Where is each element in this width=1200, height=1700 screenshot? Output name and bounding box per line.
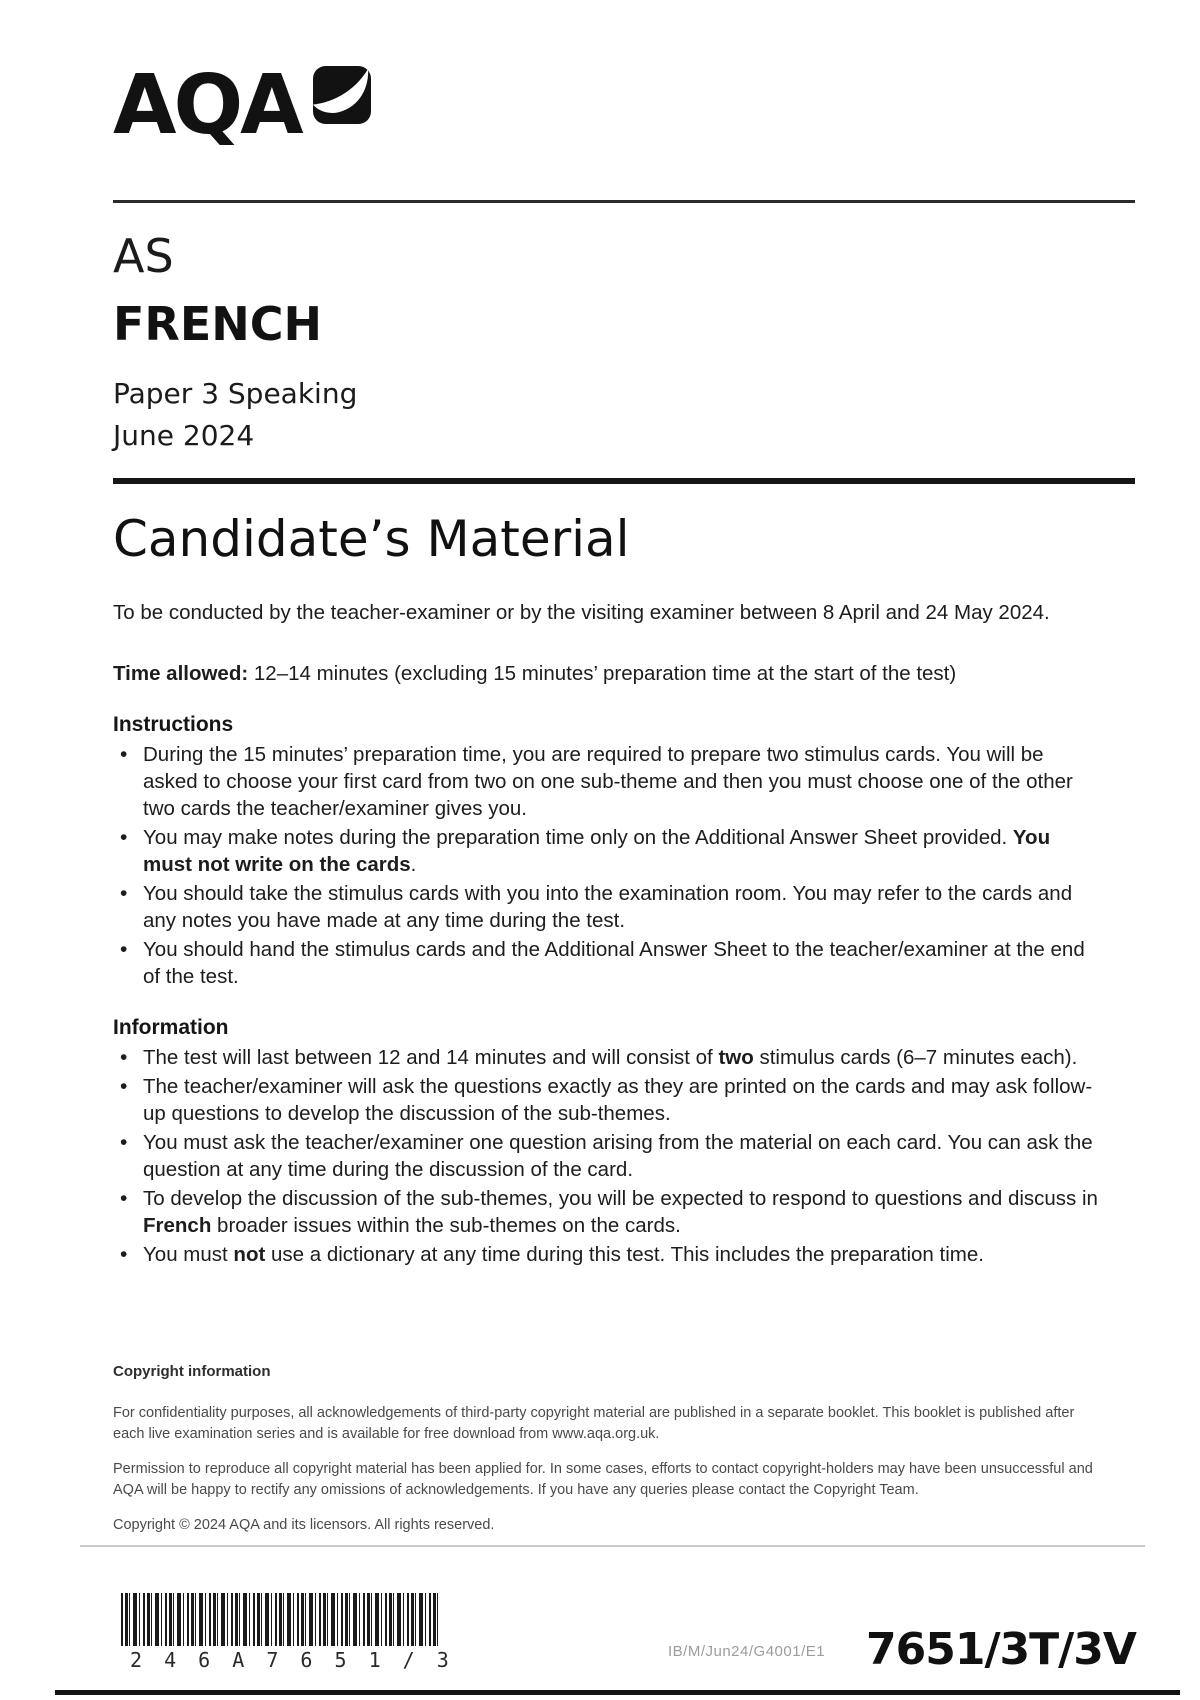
title-divider-rule (113, 478, 1135, 484)
aqa-logo-text: AQA (113, 58, 301, 153)
copyright-paragraph: Copyright © 2024 AQA and its licensors. All rights reserved. (113, 1517, 495, 1533)
instructions-list (113, 741, 1103, 990)
information-item: • You must not use a dictionary at any time during this test. This includes the preparation time. (113, 1241, 1103, 1268)
qualification-level: AS (113, 229, 174, 283)
page-title: Candidate’s Material (113, 510, 630, 569)
barcode-image (121, 1593, 439, 1646)
aqa-logo (113, 58, 1135, 153)
information-item: • The teacher/examiner will ask the questions exactly as they are printed on the cards and may ask follow-up questions to develop the discussion of the sub-themes. (113, 1073, 1103, 1127)
bottom-rule-bar (55, 1690, 1180, 1695)
aqa-leaf-icon (313, 66, 371, 124)
header-divider-rule (113, 200, 1135, 203)
copyright-section (113, 1362, 1098, 1550)
reference-code: IB/M/Jun24/G4001/E1 (668, 1643, 826, 1660)
instruction-item: • You may make notes during the preparation time only on the Additional Answer Sheet provided. You must not write on the cards. (113, 824, 1103, 878)
information-item: • You must ask the teacher/examiner one question arising from the material on each card. You can ask the question at any time during the discussion of the card. (113, 1129, 1103, 1183)
information-heading: Information (113, 1016, 229, 1040)
paper-code: 7651/3T/3V (866, 1624, 1136, 1675)
subject-title: FRENCH (113, 297, 323, 351)
information-list (113, 1044, 1103, 1268)
copyright-paragraphs (113, 1403, 1098, 1536)
conduct-note: To be conducted by the teacher-examiner or by the visiting examiner between 8 April and 24 May 2024. (113, 601, 1050, 625)
information-item: • The test will last between 12 and 14 minutes and will consist of two stimulus cards (6–7 minutes each). (113, 1044, 1103, 1071)
copyright-heading: Copyright information (113, 1363, 271, 1380)
information-item: • To develop the discussion of the sub-themes, you will be expected to respond to questions and discuss in French broader issues within the sub-themes on the cards. (113, 1185, 1103, 1239)
exam-series: June 2024 (113, 418, 255, 452)
barcode-digits: 2 4 6 A 7 6 5 1 / 3 (130, 1648, 454, 1672)
instruction-item: • During the 15 minutes’ preparation time, you are required to prepare two stimulus cards. You will be asked to choose your first card from two on one sub-theme and then you must choose one of the other two cards the teacher/examiner gives you. (113, 741, 1103, 822)
copyright-paragraph: Permission to reproduce all copyright material has been applied for. In some cases, efforts to contact copyright-holders may have been unsuccessful and AQA will be happy to rectify any omissions of acknowledgements. If you have any queries please contact the Copyright Team. (113, 1461, 1093, 1498)
paper-name: Paper 3 Speaking (113, 377, 358, 410)
instruction-item: • You should hand the stimulus cards and the Additional Answer Sheet to the teacher/examiner at the end of the test. (113, 936, 1103, 990)
footer-divider-rule (80, 1545, 1145, 1547)
copyright-paragraph: For confidentiality purposes, all acknowledgements of third-party copyright material are published in a separate booklet. This booklet is published after each live examination series and is available for free download from www.aqa.org.uk. (113, 1405, 1075, 1442)
instructions-heading: Instructions (113, 713, 234, 737)
instruction-item: • You should take the stimulus cards with you into the examination room. You may refer to the cards and any notes you have made at any time during the test. (113, 880, 1103, 934)
time-allowed-line: Time allowed: 12–14 minutes (excluding 15 minutes’ preparation time at the start of the test) (113, 662, 957, 686)
